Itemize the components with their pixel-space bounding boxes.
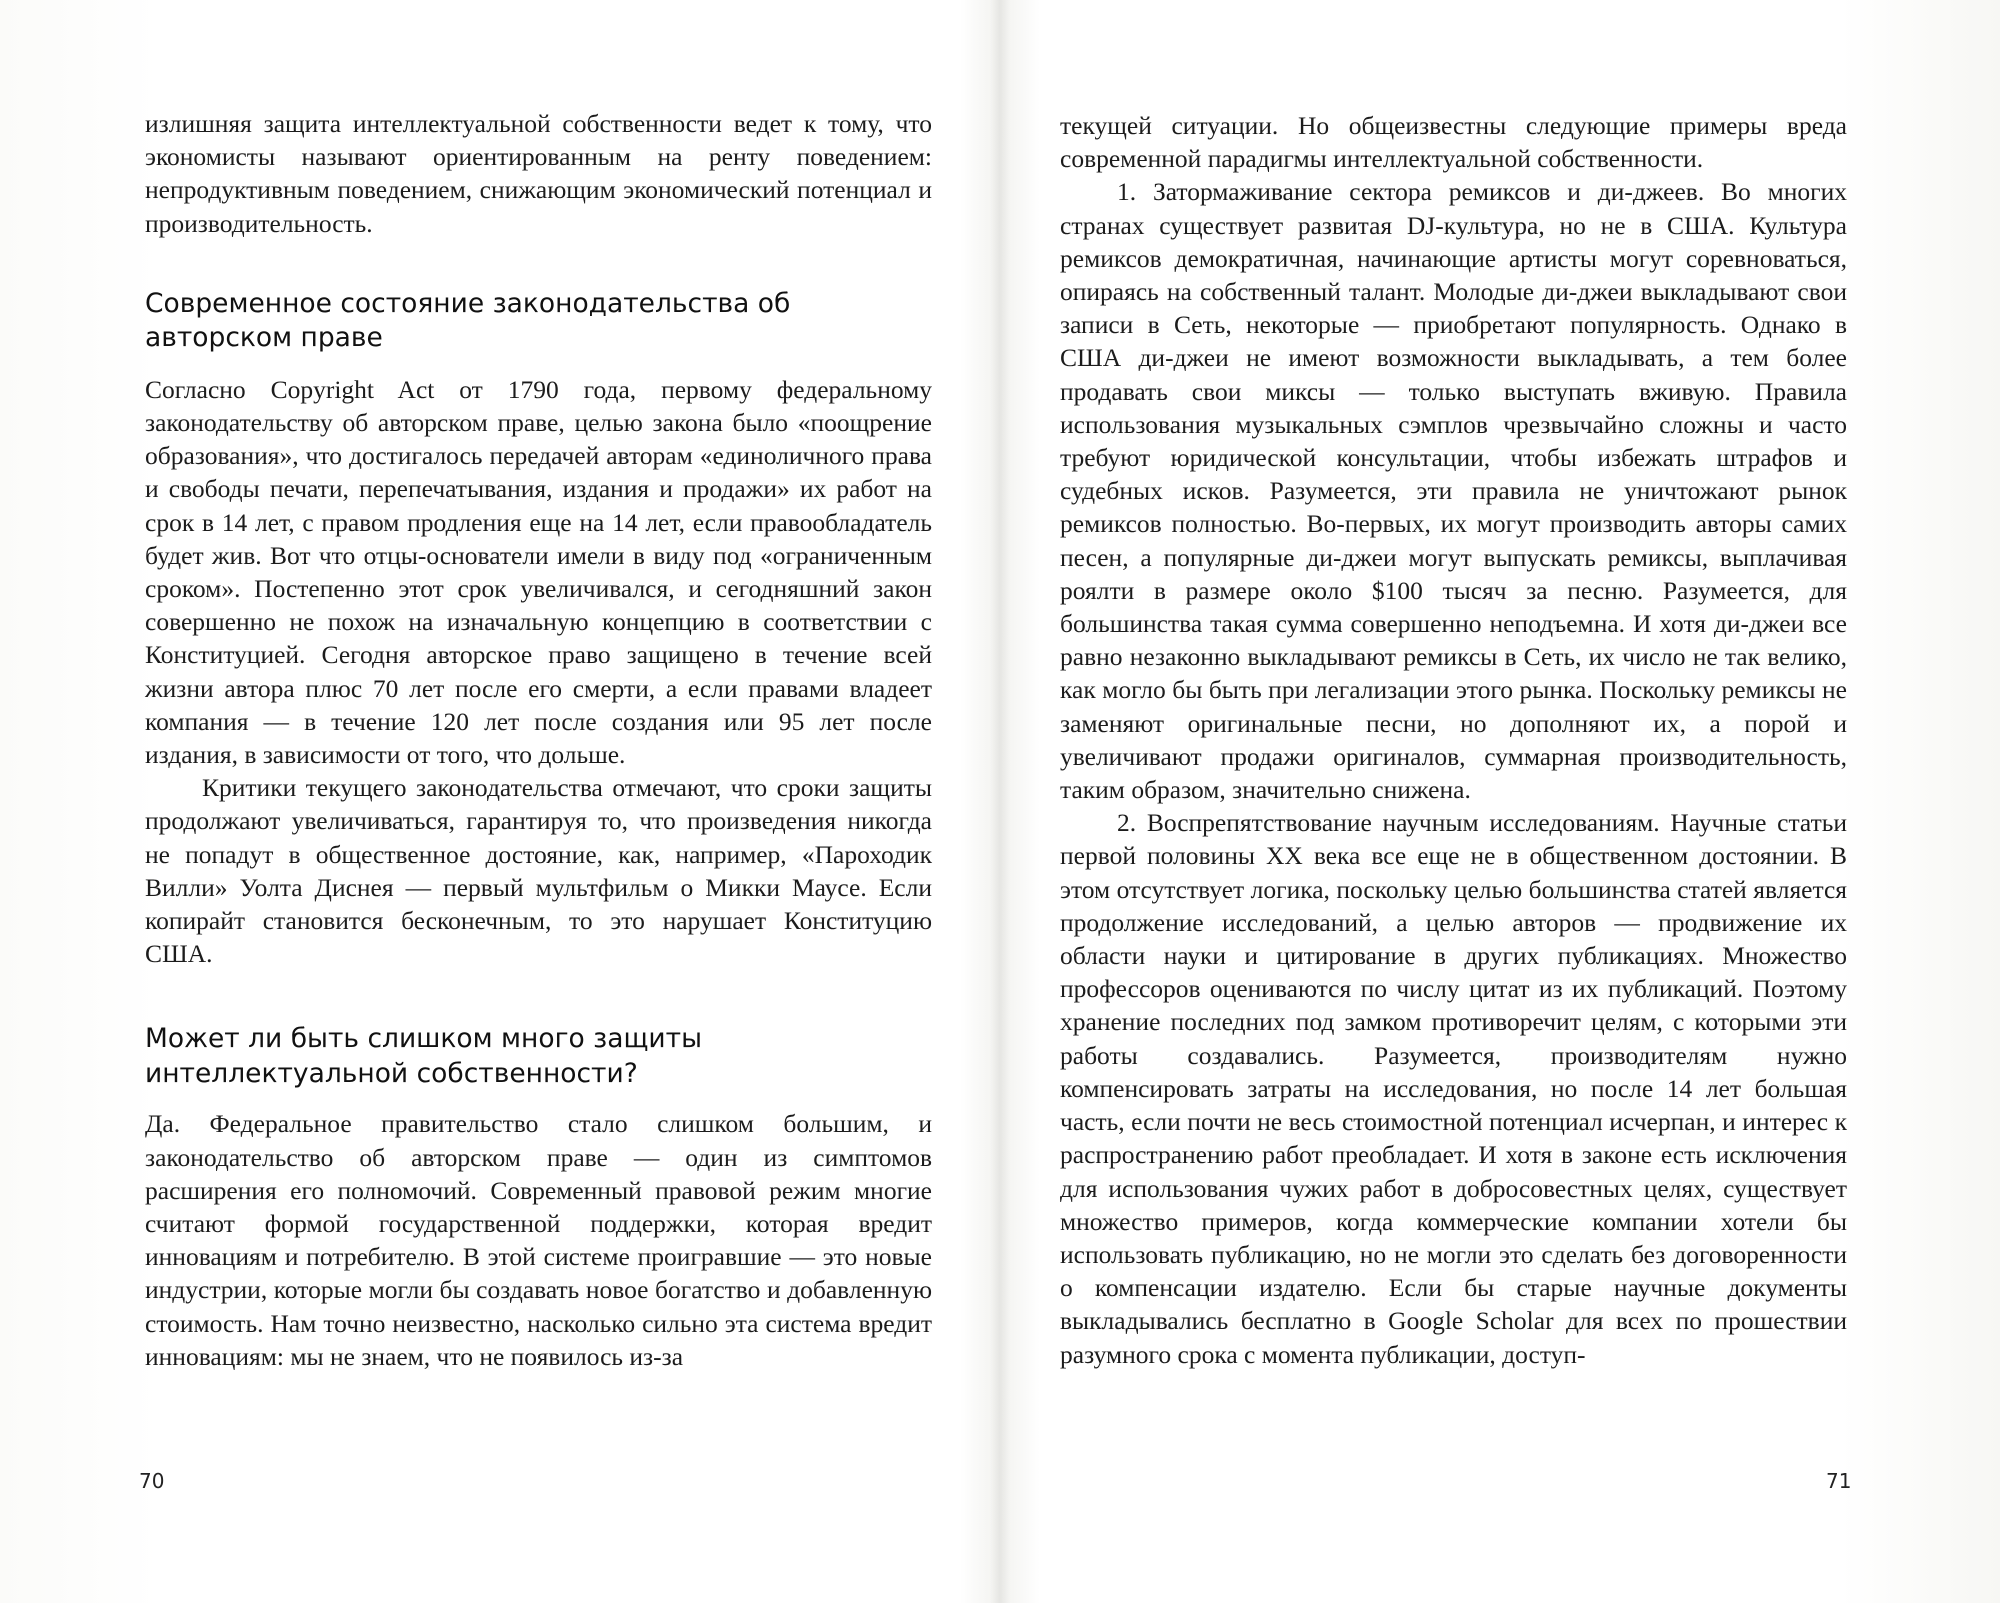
- section-heading-copyright-law: Современное состояние законодательства об авторском праве: [145, 287, 791, 354]
- left-intro-paragraph: излишняя защита интеллектуальной собственности ведет к тому, что экономисты называют ориентированным на ренту поведением: непродуктивным поведением, снижающим экономический потенциал и производительность.: [145, 109, 932, 238]
- section-heading-too-much-protection: Может ли быть слишком много защиты интеллектуальной собственности?: [145, 1023, 703, 1089]
- list-item-scientific-research: 2. Воспрепятствование научным исследованиям. Научные статьи первой половины XX века все еще не в общественном достоянии. В этом отсутствует логика, поскольку целью большинства статей является продолжение исследований, а целью авторов — продвижение их области науки и цитирование в других публикациях. Множество профессоров оцениваются по числу цитат из их публикаций. Поэтому хранение последних под замком противоречит целям, с которыми эти работы создавались. Разумеется, производителям нужно компенсировать затраты на исследования, но после 14 лет большая часть, если почти не весь стоимостной потенциал исчерпан, и интерес к распространению работ преобладает. И хотя в законе есть исключения для использования чужих работ в добросовестных целях, существует множество примеров, когда коммерческие компании хотели бы использовать публикацию, но не могли это сделать без договоренности о компенсации издателю. Если бы старые научные документы выкладывались бесплатно в Google Scholar для всех по прошествии разумного срока с момента публикации, доступ-: [1060, 808, 1847, 1369]
- page-number-left: 70: [139, 1469, 165, 1493]
- critics-paragraph: Критики текущего законодательства отмечают, что сроки защиты продолжают увеличиваться, гарантируя то, что произведения никогда не попадут в общественное достояние, как, например, «Пароходик Вилли» Уолта Диснея — первый мультфильм о Микки Маусе. Если копирайт становится бесконечным, то это нарушает Конституцию США.: [145, 773, 932, 969]
- right-page-text-column: [1060, 109, 1847, 1371]
- copyright-act-paragraph: Согласно Copyright Act от 1790 года, первому федеральному законодательству об авторском праве, целью закона было «поощрение образования», что достигалось передачей авторам «единоличного права и свободы печати, перепечатывания, издания и продажи» их работ на срок в 14 лет, с правом продления еще на 14 лет, если правообладатель будет жив. Вот что отцы-основатели имели в виду под «ограниченным сроком». Постепенно этот срок увеличивался, и сегодняшний закон совершенно не похож на изначальную концепцию в соответствии с Конституцией. Сегодня авторское право защищено в течение всей жизни автора плюс 70 лет после его смерти, а если правами владеет компания — в течение 120 лет после создания или 95 лет после издания, в зависимости от того, что дольше.: [145, 374, 932, 770]
- right-page: [1000, 0, 2000, 1603]
- left-page-text-column: [145, 107, 932, 1373]
- list-item-remix-sector: 1. Затормаживание сектора ремиксов и ди-джеев. Во многих странах существует развитая DJ-культура, но не в США. Культура ремиксов демократичная, начинающие артисты могут соревноваться, опираясь на собственный талант. Молодые ди-джеи выкладывают свои записи в Сеть, некоторые — приобретают популярность. Однако в США ди-джеи не имеют возможности выкладывать, а тем более продавать свои миксы — только выступать вживую. Правила использования музыкальных сэмплов чрезвычайно сложны и часто требуют юридической консультации, чтобы избежать штрафов и судебных исков. Разумеется, эти правила не уничтожают рынок ремиксов полностью. Во-первых, их могут производить авторы самих песен, а популярные ди-джеи могут выпускать ремиксы, выплачивая роялти в размере около $100 тысяч за песню. Разумеется, для большинства такая сумма совершенно неподъемна. И хотя ди-джеи все равно незаконно выкладывают ремиксы в Сеть, их число не так велико, как могло бы быть при легализации этого рынка. Поскольку ремиксы не заменяют оригинальные песни, но дополняют их, а порой и увеличивают продажи оригиналов, суммарная производительность, таким образом, значительно снижена.: [1060, 177, 1847, 805]
- government-paragraph: Да. Федеральное правительство стало слишком большим, и законодательство об авторском праве — один из симптомов расширения его полномочий. Современный правовой режим многие считают формой государственной поддержки, которая вредит инновациям и потребителю. В этой системе проигравшие — это новые индустрии, которые могли бы создавать новое богатство и добавленную стоимость. Нам точно неизвестно, насколько сильно эта система вредит инновациям: мы не знаем, что не появилось из-за: [145, 1109, 932, 1371]
- right-intro-paragraph: текущей ситуации. Но общеизвестны следующие примеры вреда современной парадигмы интеллектуальной собственности.: [1060, 111, 1847, 174]
- page-number-right: 71: [1826, 1469, 1852, 1493]
